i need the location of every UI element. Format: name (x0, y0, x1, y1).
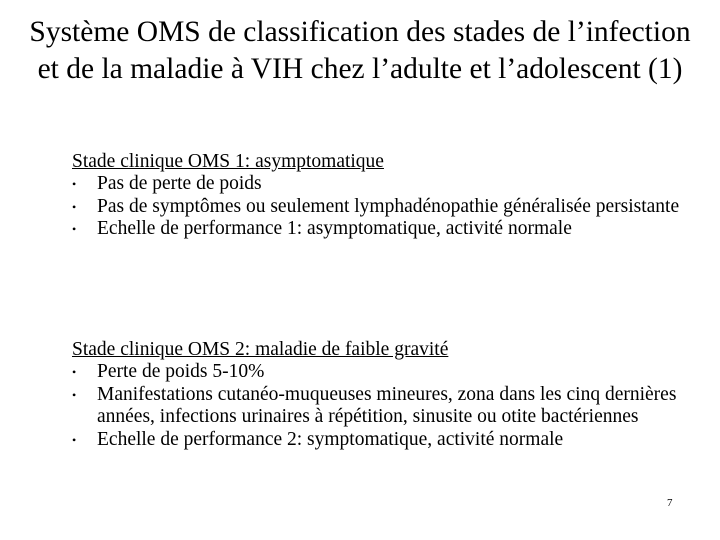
page-number: 7 (667, 497, 673, 509)
bullet-icon: • (72, 432, 77, 447)
stage-1-list (72, 173, 692, 241)
list-item-text: Pas de symptômes ou seulement lymphadénopathie généralisée persistante (97, 195, 680, 217)
bullet-icon: • (72, 365, 77, 379)
stage-2-heading: Stade clinique OMS 2: maladie de faible gravité (72, 339, 449, 360)
bullet-icon: • (72, 199, 77, 214)
stage-1-heading: Stade clinique OMS 1: asymptomatique (72, 151, 384, 172)
list-item (72, 361, 692, 384)
stage-2-section (72, 338, 692, 451)
list-item (72, 173, 692, 196)
bullet-icon: • (72, 222, 77, 236)
list-item (72, 196, 692, 219)
list-item (72, 429, 692, 452)
stage-1-section (72, 150, 692, 241)
bullet-icon: • (72, 177, 77, 191)
stage-2-list (72, 361, 692, 451)
list-item (72, 218, 692, 241)
list-item-text: Echelle de performance 2: symptomatique, activité normale (97, 428, 564, 450)
list-item-text: Echelle de performance 1: asymptomatique, activité normale (97, 218, 572, 239)
list-item-text: Perte de poids 5-10% (97, 361, 265, 382)
list-item-text: Manifestations cutanéo-muqueuses mineures, zona dans les cinq dernières années, infections urinaires à répétition, sinusite ou otite bactériennes (97, 383, 677, 427)
list-item-text: Pas de perte de poids (97, 173, 262, 194)
list-item (72, 384, 692, 429)
bullet-icon: • (72, 387, 77, 402)
slide-title: Système OMS de classification des stades de l’infection et de la maladie à VIH chez l’adulte et l’adolescent (1) (29, 16, 691, 85)
